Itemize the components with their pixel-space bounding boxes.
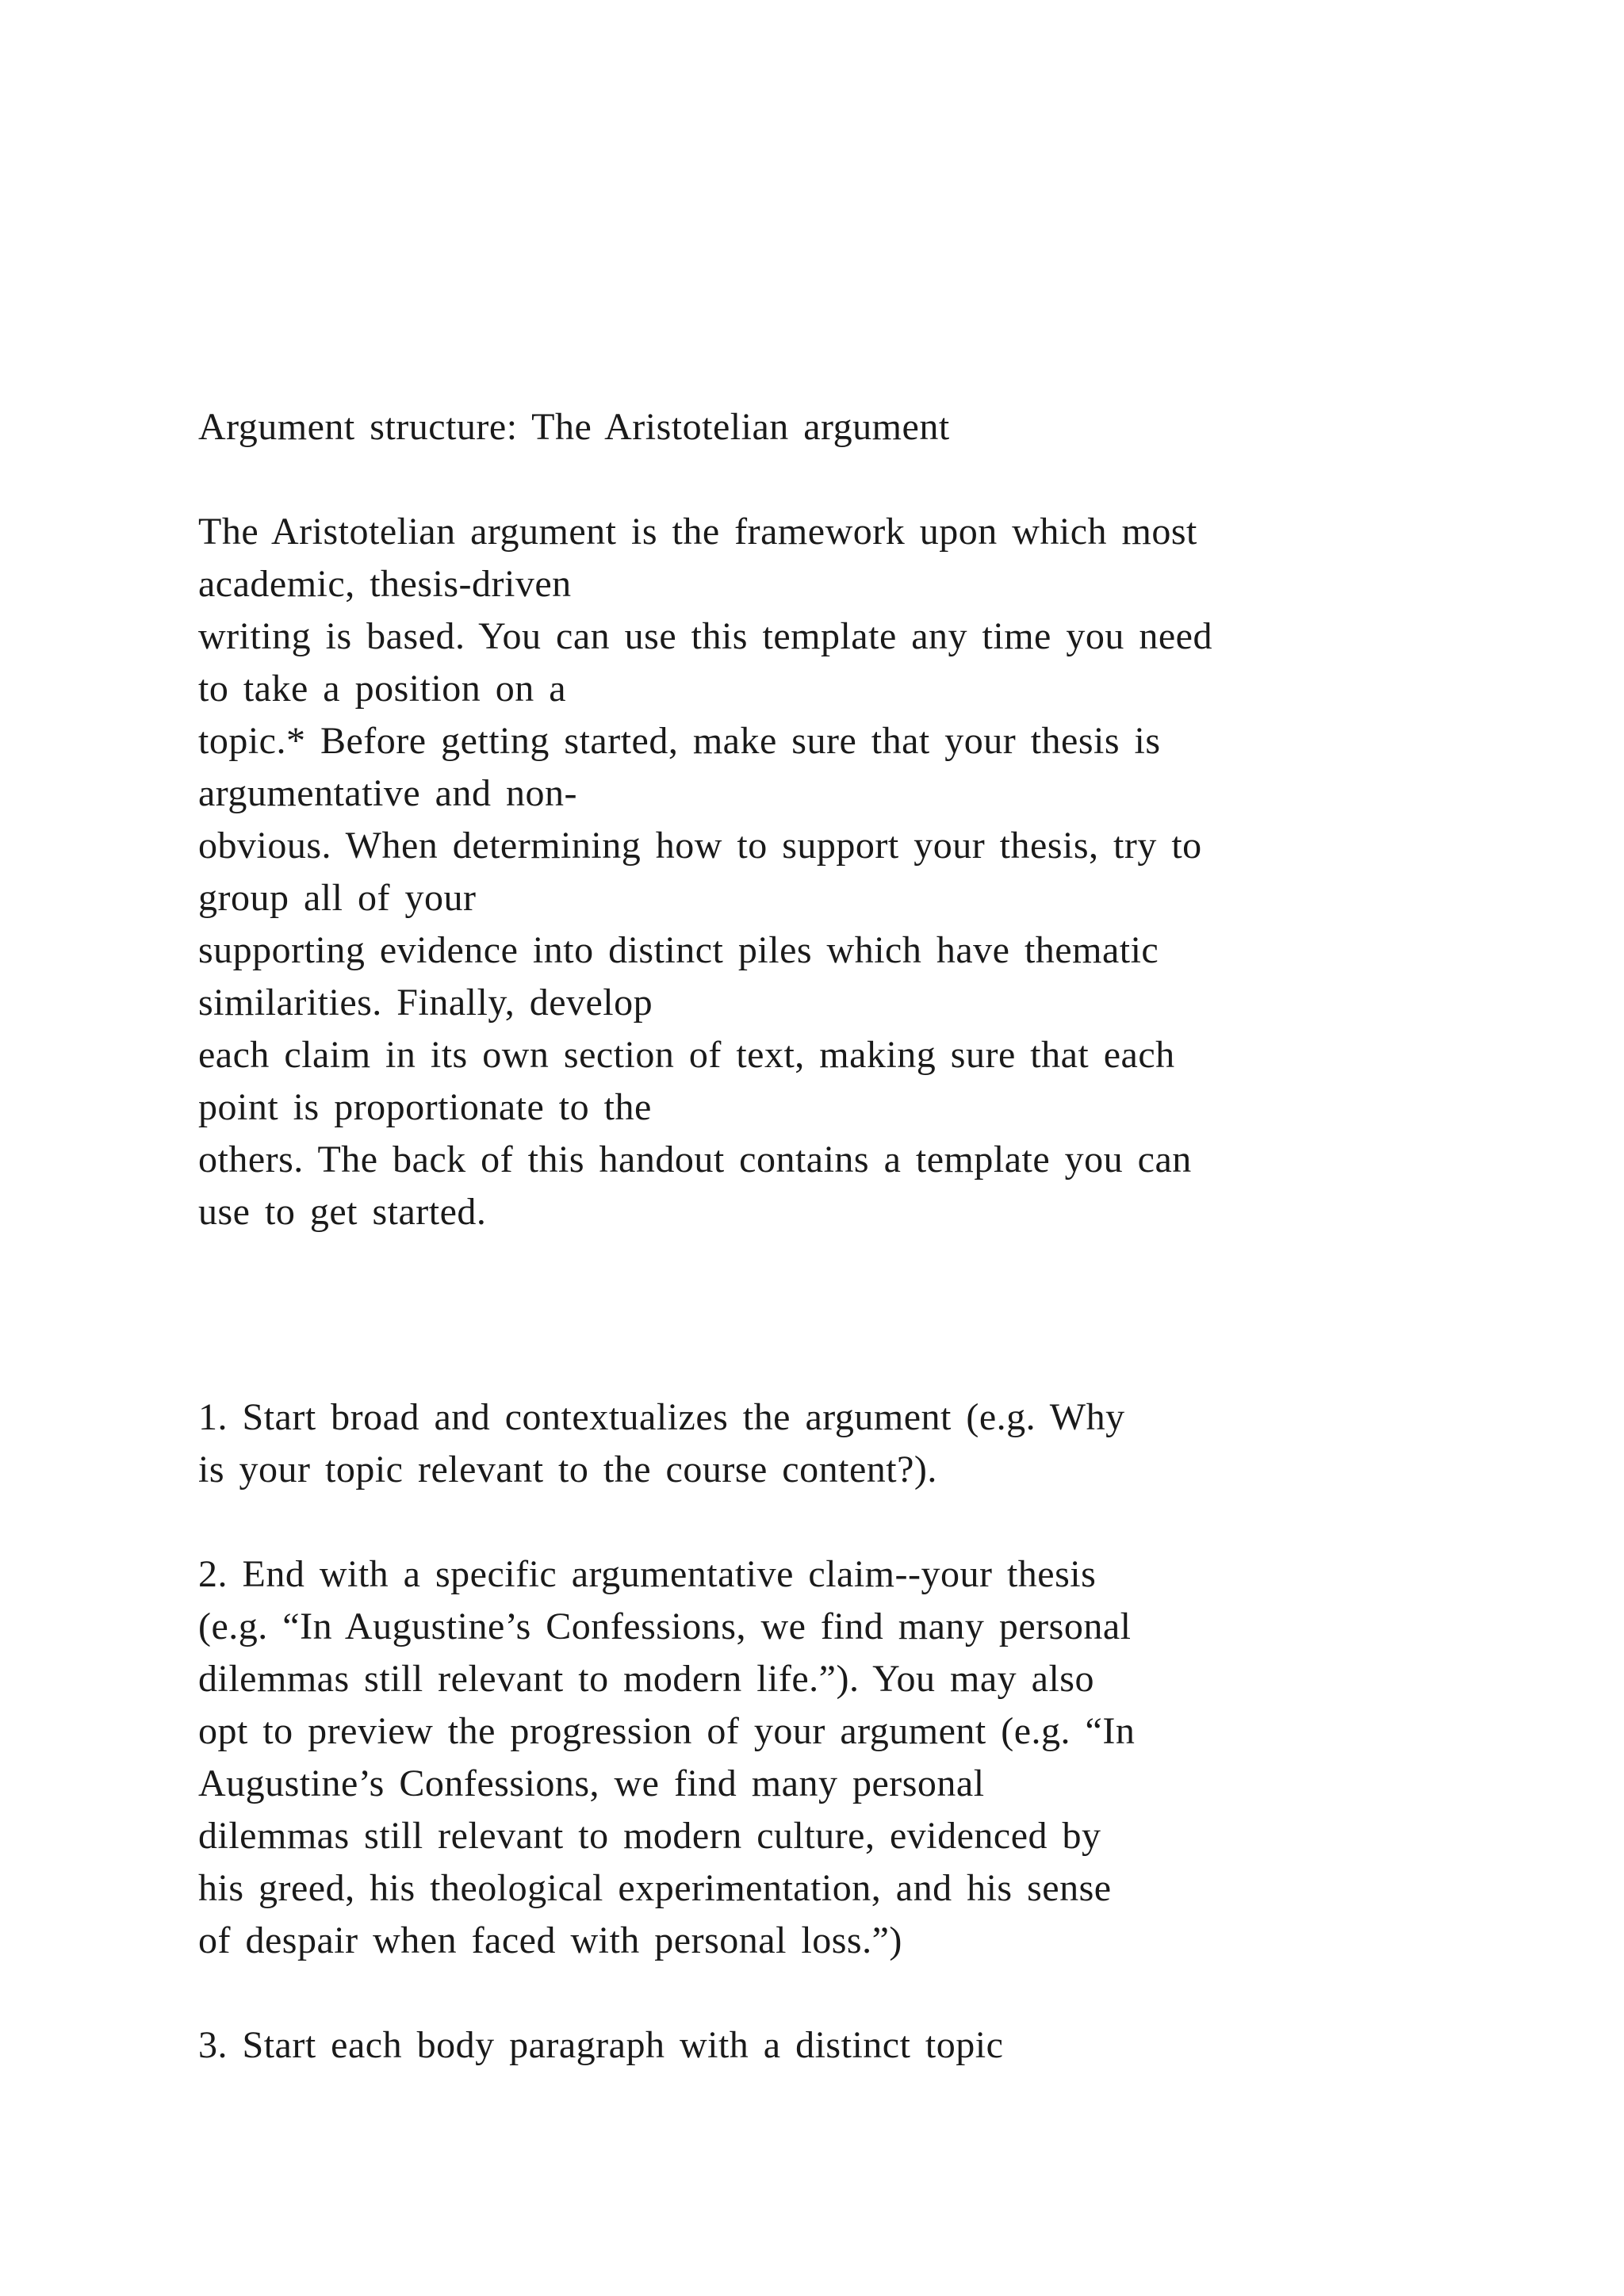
step-1-line: is your topic relevant to the course content?). <box>198 1448 937 1490</box>
intro-line: topic.* Before getting started, make sure that your thesis is <box>198 720 1161 762</box>
intro-line: argumentative and non- <box>198 772 577 814</box>
paragraph-spacer <box>198 1967 1483 2019</box>
title-section <box>198 401 1483 453</box>
intro-line: others. The back of this handout contains a template you can <box>198 1138 1192 1181</box>
intro-line: similarities. Finally, develop <box>198 982 653 1024</box>
intro-line: obvious. When determining how to support your thesis, try to <box>198 825 1202 867</box>
intro-line: writing is based. You can use this template any time you need <box>198 615 1212 657</box>
intro-line: academic, thesis-driven <box>198 563 572 605</box>
step-2-line: of despair when faced with personal loss.”) <box>198 1919 902 1961</box>
document-title: Argument structure: The Aristotelian argument <box>198 406 950 448</box>
step-2-line: dilemmas still relevant to modern life.”). You may also <box>198 1658 1094 1700</box>
intro-paragraph <box>198 506 1483 1238</box>
intro-line: group all of your <box>198 877 477 919</box>
step-2-line: Augustine’s Confessions, we find many personal <box>198 1762 985 1804</box>
step-2-line: 2. End with a specific argumentative claim--your thesis <box>198 1553 1097 1595</box>
paragraph-spacer <box>198 1496 1483 1548</box>
step-2-line: his greed, his theological experimentation, and his sense <box>198 1867 1112 1909</box>
step-3-line: 3. Start each body paragraph with a distinct topic <box>198 2024 1004 2066</box>
step-1 <box>198 1391 1483 1496</box>
step-2-line: dilemmas still relevant to modern culture, evidenced by <box>198 1815 1101 1857</box>
intro-line: The Aristotelian argument is the framework upon which most <box>198 511 1197 553</box>
intro-line: supporting evidence into distinct piles which have thematic <box>198 929 1159 971</box>
intro-line: each claim in its own section of text, making sure that each <box>198 1034 1175 1076</box>
step-2-line: (e.g. “In Augustine’s Confessions, we find many personal <box>198 1605 1132 1647</box>
step-2 <box>198 1548 1483 1967</box>
step-3 <box>198 2019 1483 2072</box>
intro-line: to take a position on a <box>198 668 567 710</box>
steps-list <box>198 1391 1483 2072</box>
step-2-line: opt to preview the progression of your argument (e.g. “In <box>198 1710 1136 1752</box>
intro-line: use to get started. <box>198 1191 487 1233</box>
step-1-line: 1. Start broad and contextualizes the argument (e.g. Why <box>198 1396 1125 1438</box>
intro-line: point is proportionate to the <box>198 1086 652 1128</box>
